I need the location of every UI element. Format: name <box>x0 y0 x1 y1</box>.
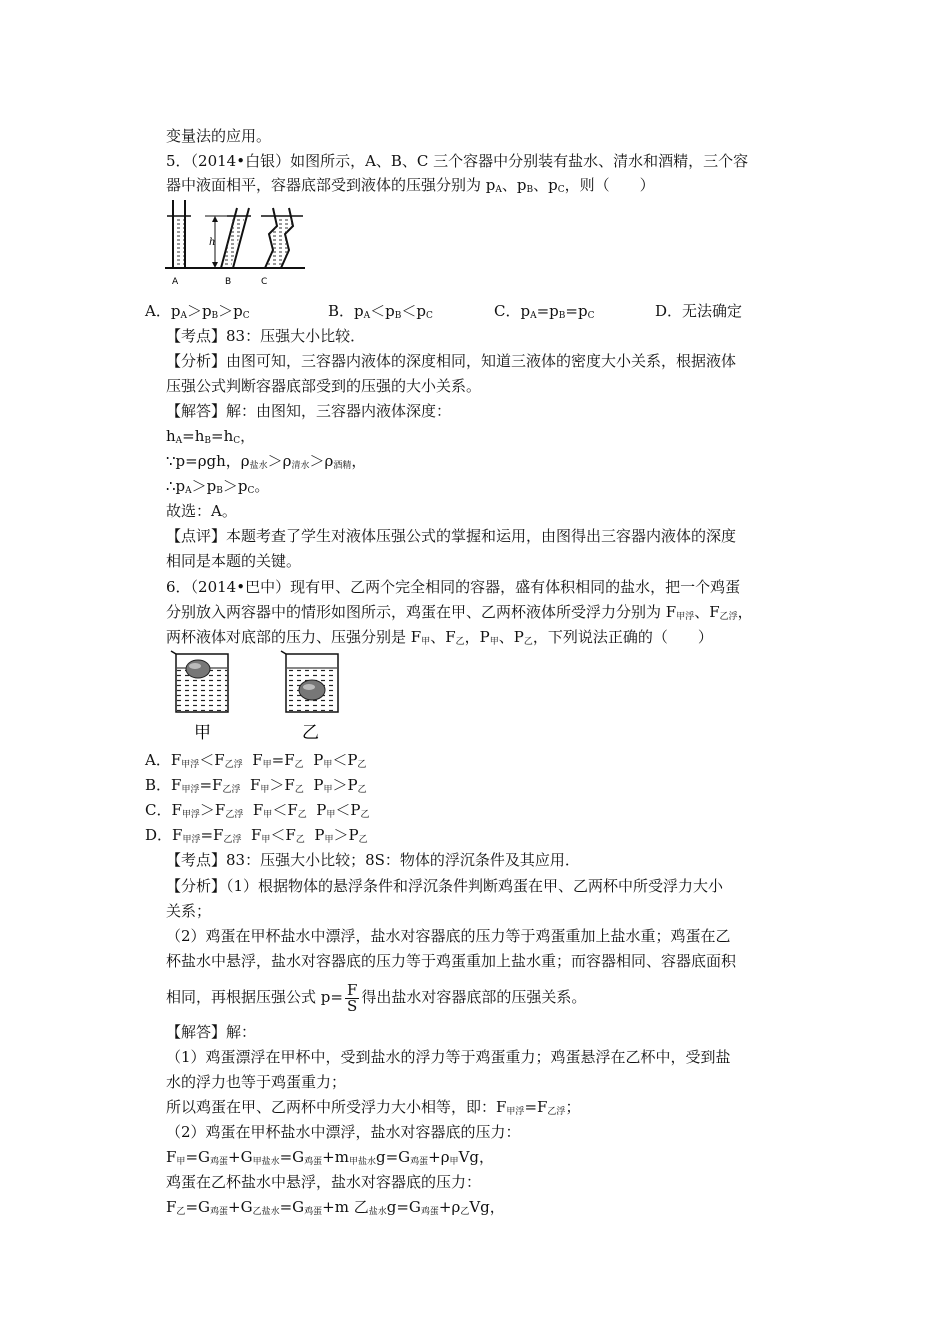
question-6-stem-3: 两杯液体对底部的压力、压强分别是 $F_甲$、$F_乙$，$P_甲$、$P_乙$，下列说法正确的（ ） <box>166 628 713 647</box>
option-5-row: A．$p_A>p_B>p_C$ <box>145 302 250 321</box>
dianping-5-2: 相同是本题的关键。 <box>166 552 302 570</box>
question-6-stem: 6．（2014•巴中）现有甲、乙两个完全相同的容器，盛有体积相同的盐水，把一个鸡蛋 <box>166 578 741 596</box>
kaodian-5: 【考点】83：压强大小比较． <box>166 327 366 345</box>
kaodian-6: 【考点】83：压强大小比较；8S：物体的浮沉条件及其应用． <box>166 851 580 869</box>
beakers-figure <box>168 648 358 746</box>
equation: ∵p=ρgh，$\rho_{盐水}>\rho_{清水}>\rho_{酒精}$， <box>166 452 367 471</box>
option-5-c: C．$p_A=p_B=p_C$ <box>494 302 595 321</box>
question-5-stem-2: 器中液面相平，容器底部受到液体的压强分别为 $p_A$、$p_B$、$p_C$，则（ ） <box>166 176 655 195</box>
fenxi-6-5: 相同，再根据压强公式 p= $\frac{F}{S}$ 得出盐水对容器底部的压强关系。 <box>166 980 587 1015</box>
jieda-6-4: （2）鸡蛋在甲杯盐水中漂浮，盐水对容器底的压力： <box>166 1123 521 1141</box>
fenxi-5: 【分析】由图可知，三容器内液体的深度相同，知道三液体的密度大小关系，根据液体 <box>166 352 737 370</box>
jieda-6-2: 水的浮力也等于鸡蛋重力； <box>166 1073 347 1091</box>
svg-text:乙: 乙 <box>302 723 319 743</box>
fenxi-6-3: （2）鸡蛋在甲杯盐水中漂浮，盐水对容器底的压力等于鸡蛋重加上盐水重；鸡蛋在乙 <box>166 927 731 945</box>
svg-text:B: B <box>225 277 232 287</box>
dianping-5: 【点评】本题考查了学生对液体压强公式的掌握和运用，由图得出三容器内液体的深度 <box>166 527 737 545</box>
equation: $h_A=h_B=h_C$， <box>166 427 256 446</box>
fenxi-6-2: 关系； <box>166 902 212 920</box>
option-6-b: B．$F_{甲浮}=F_{乙浮}$ $F_甲>F_乙$ $P_甲>P_乙$ <box>145 776 367 795</box>
option-5-b: B．$p_A<p_B<p_C$ <box>328 302 433 321</box>
question-6-stem-2: 分别放入两容器中的情形如图所示，鸡蛋在甲、乙两杯液体所受浮力分别为 $F_{甲浮}$、$F_{乙浮}$， <box>166 603 753 622</box>
jieda-6-3: 所以鸡蛋在甲、乙两杯中所受浮力大小相等，即：$F_{甲浮}=F_{乙浮}$； <box>166 1098 581 1117</box>
option-5-d: D．无法确定 <box>655 302 743 320</box>
jieda-6: 【解答】解： <box>166 1023 257 1041</box>
text-line: 变量法的应用。 <box>166 127 272 145</box>
svg-text:C: C <box>261 277 268 287</box>
option-6-c: C．$F_{甲浮}>F_{乙浮}$ $F_甲<F_乙$ $P_甲<P_乙$ <box>145 801 370 820</box>
svg-text:h: h <box>209 237 216 248</box>
fenxi-5-2: 压强公式判断容器底部受到的压强的大小关系。 <box>166 377 482 395</box>
jieda-5: 【解答】解：由图知，三容器内液体深度： <box>166 402 452 420</box>
fenxi-6: 【分析】（1）根据物体的悬浮条件和浮沉条件判断鸡蛋在甲、乙两杯中所受浮力大小 <box>166 877 724 895</box>
question-5-stem: 5．（2014•白银）如图所示，A、B、C 三个容器中分别装有盐水、清水和酒精，三个容 <box>166 152 749 170</box>
fenxi-6-4: 杯盐水中悬浮，盐水对容器底的压力等于鸡蛋重加上盐水重；而容器相同、容器底面积 <box>166 952 737 970</box>
equation: $F_乙=G_{鸡蛋}+G_{乙盐水}=G_{鸡蛋}+m$ 乙$_{盐水}g=G_{鸡蛋}+\rho_乙Vg$， <box>166 1198 505 1217</box>
fraction-f-over-s: $\frac{F}{S}$ <box>346 980 358 1015</box>
svg-text:甲: 甲 <box>194 723 211 743</box>
answer-5: 故选：A。 <box>166 502 237 520</box>
option-6-d: D．$F_{甲浮}=F_{乙浮}$ $F_甲<F_乙$ $P_甲>P_乙$ <box>145 826 368 845</box>
equation: $F_甲=G_{鸡蛋}+G_{甲盐水}=G_{鸡蛋}+m_{甲盐水}g=G_{鸡蛋}+\rho_甲Vg$， <box>166 1148 494 1167</box>
jieda-6-1: （1）鸡蛋漂浮在甲杯中，受到盐水的浮力等于鸡蛋重力；鸡蛋悬浮在乙杯中，受到盐 <box>166 1048 731 1066</box>
jieda-6-5: 鸡蛋在乙杯盐水中悬浮，盐水对容器底的压力： <box>166 1173 482 1191</box>
svg-text:A: A <box>172 277 179 287</box>
equation: $\therefore p_A>p_B>p_C$。 <box>166 477 270 496</box>
option-6-a: A．$F_{甲浮}<F_{乙浮}$ $F_甲=F_乙$ $P_甲<P_乙$ <box>145 751 367 770</box>
containers-figure <box>165 198 315 290</box>
